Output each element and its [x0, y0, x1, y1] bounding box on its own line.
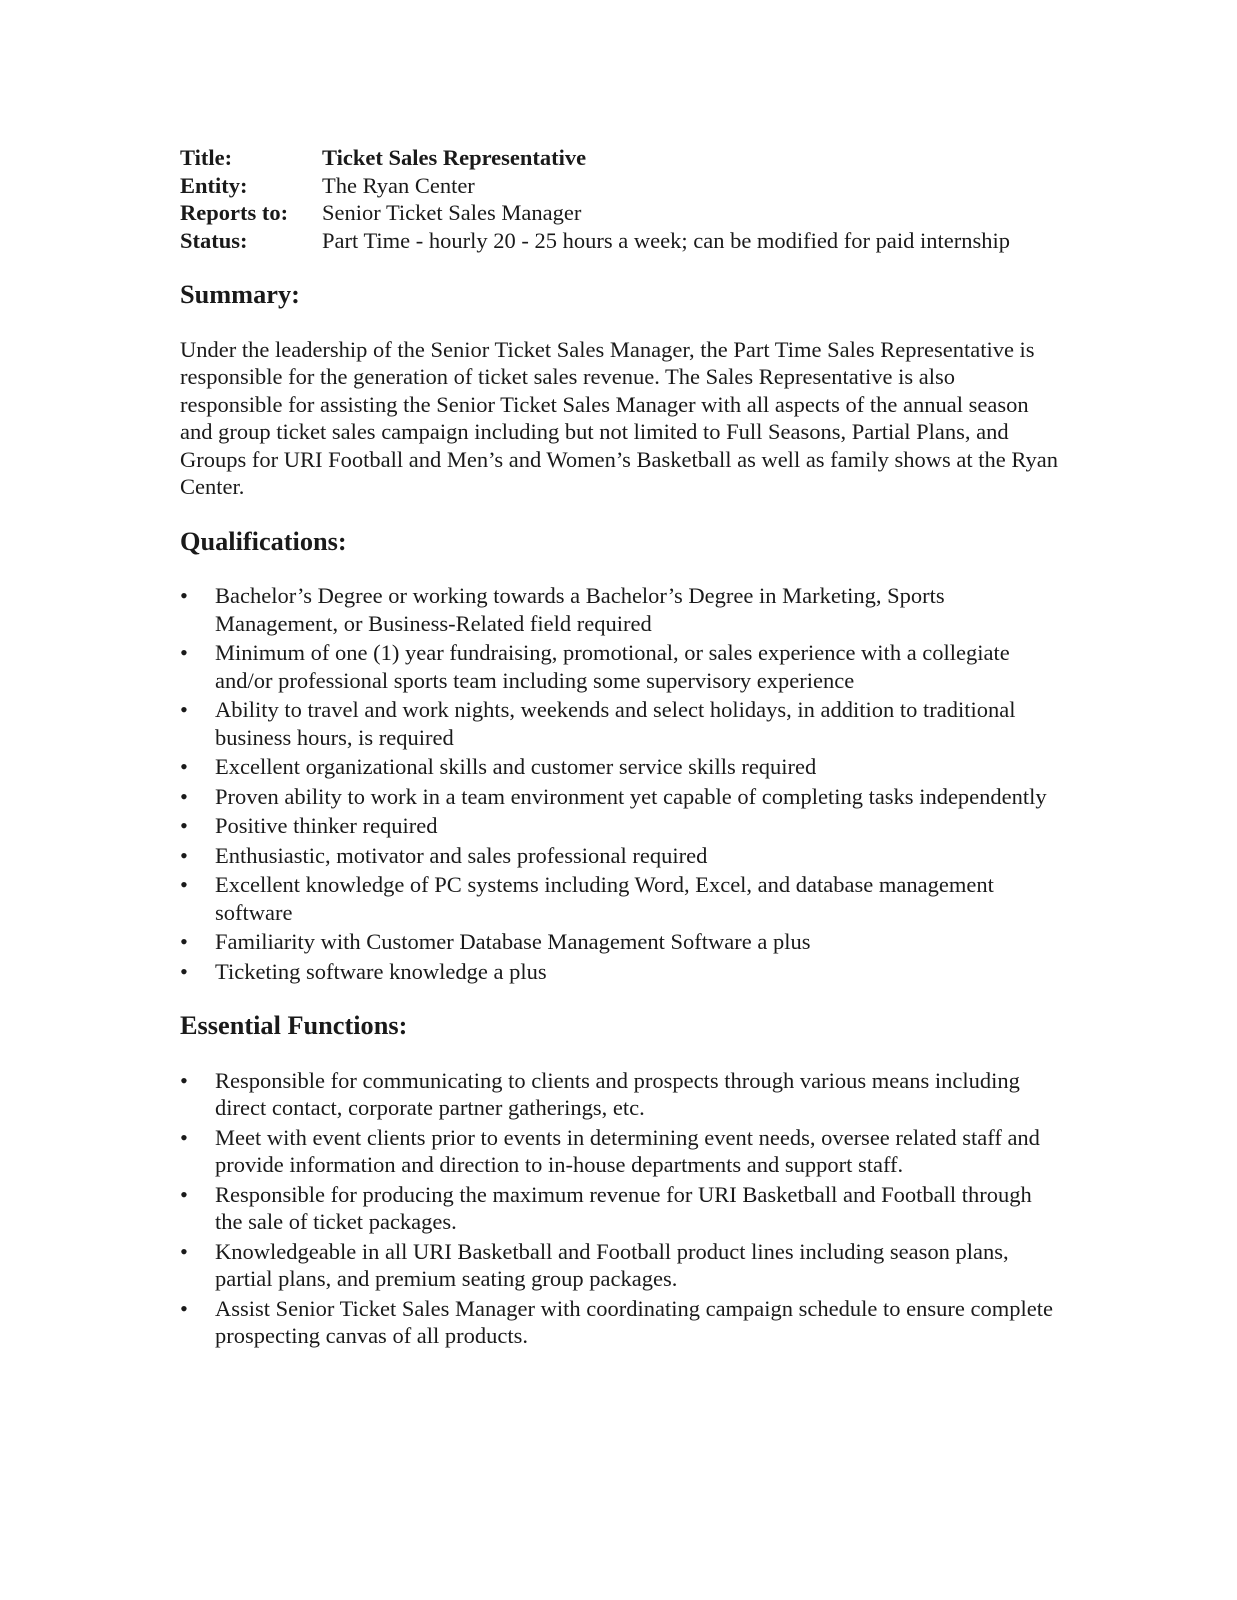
- bullet-icon: •: [180, 1067, 188, 1093]
- list-item-text: Responsible for producing the maximum revenue for URI Basketball and Football through the sale of ticket packages.: [215, 1181, 1032, 1234]
- list-item-text: Ability to travel and work nights, weekends and select holidays, in addition to traditional business hours, is required: [215, 697, 1016, 750]
- meta-label-title: Title:: [180, 145, 233, 170]
- list-item-text: Familiarity with Customer Database Management Software a plus: [215, 929, 811, 954]
- meta-row-title: [180, 144, 1060, 172]
- list-item-text: Bachelor’s Degree or working towards a Bachelor’s Degree in Marketing, Sports Management, or Business-Related field required: [215, 583, 945, 636]
- reports-to-value: Senior Ticket Sales Manager: [322, 200, 582, 225]
- bullet-icon: •: [180, 640, 188, 665]
- bullet-icon: •: [180, 842, 188, 868]
- list-item: [180, 639, 1060, 694]
- qualifications-heading: Qualifications:: [180, 526, 347, 556]
- list-item-text: Enthusiastic, motivator and sales professional required: [215, 842, 708, 868]
- list-item: [180, 1181, 1060, 1236]
- bullet-icon: •: [180, 583, 188, 608]
- list-item: [180, 812, 1060, 840]
- list-item: [180, 783, 1060, 811]
- job-meta-block: [180, 144, 1060, 254]
- document-page: [180, 144, 1060, 1352]
- meta-label-status: Status:: [180, 227, 248, 253]
- bullet-icon: •: [180, 754, 188, 779]
- bullet-icon: •: [180, 958, 188, 984]
- job-title-value: Ticket Sales Representative: [322, 145, 587, 170]
- list-item-text: Excellent organizational skills and customer service skills required: [215, 754, 817, 779]
- list-item: [180, 1124, 1060, 1179]
- essential-functions-list: [180, 1067, 1060, 1350]
- meta-label-entity: Entity:: [180, 172, 248, 198]
- bullet-icon: •: [180, 1238, 188, 1264]
- bullet-icon: •: [180, 697, 188, 722]
- list-item-text: Excellent knowledge of PC systems including Word, Excel, and database management software: [215, 872, 994, 925]
- qualifications-list: [180, 582, 1060, 985]
- summary-heading: Summary:: [180, 280, 300, 309]
- summary-paragraph: Under the leadership of the Senior Ticket Sales Manager, the Part Time Sales Representative is responsible for the generation of ticket sales revenue. The Sales Representative is also responsible for assisting the Senior Ticket Sales Manager with all aspects of the annual season and group ticket sales campaign including but not limited to Full Seasons, Partial Plans, and Groups for URI Football and Men’s and Women’s Basketball as well as family shows at the Ryan Center.: [180, 336, 1058, 499]
- list-item: [180, 696, 1060, 751]
- list-item: [180, 1238, 1060, 1293]
- list-item-text: Minimum of one (1) year fundraising, promotional, or sales experience with a collegiate and/or professional sports team including some supervisory experience: [215, 640, 1010, 693]
- list-item-text: Positive thinker required: [215, 813, 438, 838]
- list-item: [180, 958, 1060, 986]
- list-item: [180, 753, 1060, 781]
- meta-row-status: [180, 227, 1060, 255]
- bullet-icon: •: [180, 1124, 188, 1150]
- status-value: Part Time - hourly 20 - 25 hours a week; can be modified for paid internship: [322, 227, 1010, 253]
- bullet-icon: •: [180, 1295, 188, 1321]
- essential-functions-heading: Essential Functions:: [180, 1011, 408, 1040]
- list-item-text: Assist Senior Ticket Sales Manager with coordinating campaign schedule to ensure complete prospecting canvas of all products.: [215, 1295, 1053, 1348]
- list-item-text: Knowledgeable in all URI Basketball and Football product lines including season plans, partial plans, and premium seating group packages.: [215, 1238, 1009, 1291]
- bullet-icon: •: [180, 929, 188, 954]
- meta-row-entity: [180, 172, 1060, 200]
- list-item-text: Ticketing software knowledge a plus: [215, 958, 547, 984]
- list-item: [180, 1295, 1060, 1350]
- meta-label-reports-to: Reports to:: [180, 200, 289, 225]
- entity-value: The Ryan Center: [322, 172, 475, 198]
- list-item: [180, 842, 1060, 870]
- list-item: [180, 582, 1060, 637]
- bullet-icon: •: [180, 872, 188, 897]
- bullet-icon: •: [180, 813, 188, 838]
- list-item: [180, 928, 1060, 956]
- bullet-icon: •: [180, 1181, 188, 1207]
- list-item: [180, 871, 1060, 926]
- list-item-text: Meet with event clients prior to events in determining event needs, oversee related staff and provide information and direction to in-house departments and support staff.: [215, 1124, 1040, 1177]
- meta-row-reports-to: [180, 199, 1060, 227]
- list-item-text: Proven ability to work in a team environment yet capable of completing tasks independently: [215, 783, 1047, 809]
- list-item-text: Responsible for communicating to clients and prospects through various means including direct contact, corporate partner gatherings, etc.: [215, 1067, 1020, 1120]
- bullet-icon: •: [180, 783, 188, 809]
- list-item: [180, 1067, 1060, 1122]
